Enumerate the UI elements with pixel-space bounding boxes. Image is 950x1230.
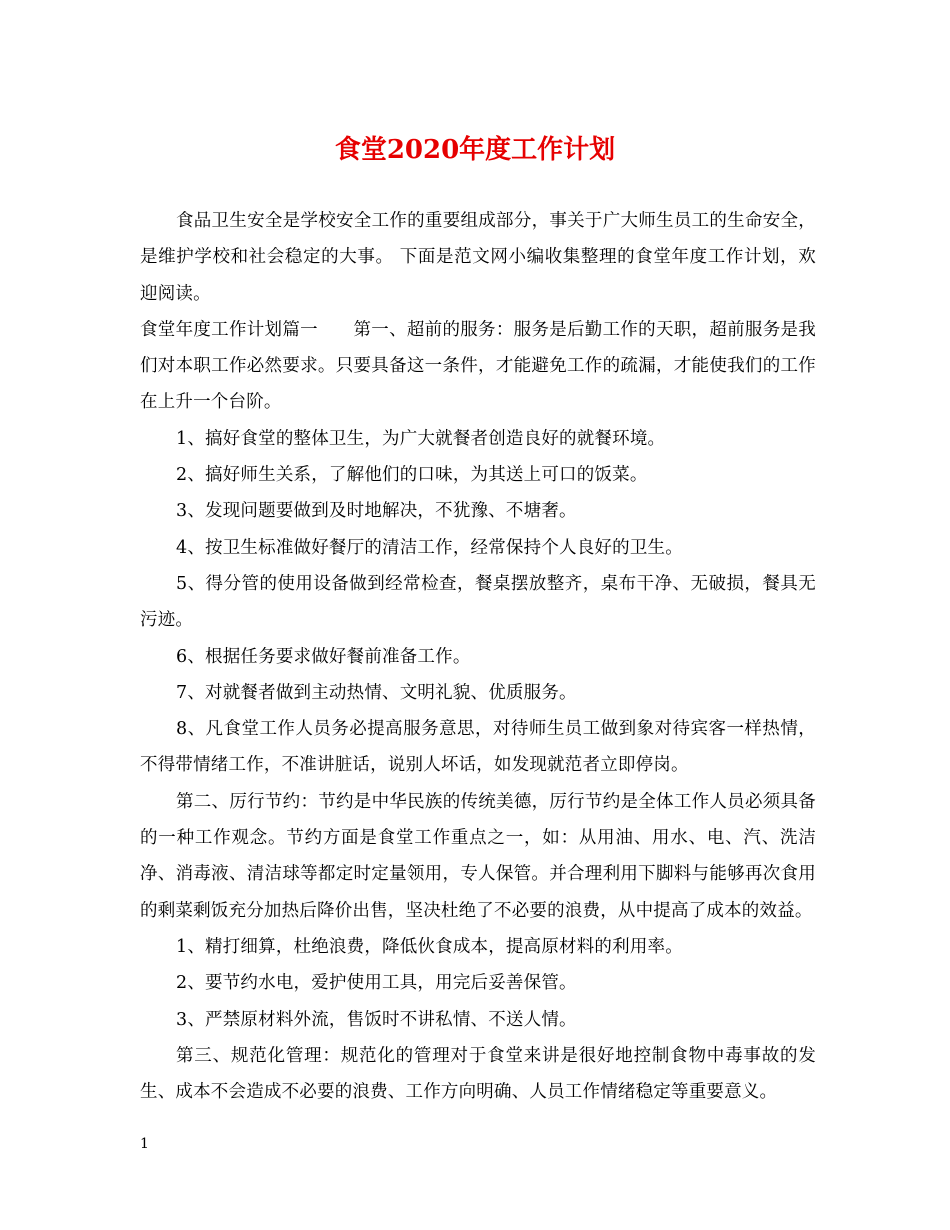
list-item: 1、搞好食堂的整体卫生，为广大就餐者创造良好的就餐环境。 [176,428,666,449]
list-item: 4、按卫生标准做好餐厅的清洁工作，经常保持个人良好的卫生。 [176,537,683,558]
document-body [140,203,816,1110]
paragraph: 食品卫生安全是学校安全工作的重要组成部分，事关于广大师生员工的生命安全，是维护学校和社会稳定的大事。 下面是范文网小编收集整理的食堂年度工作计划，欢迎阅读。 [140,211,816,304]
list-item: 8、凡食堂工作人员务必提高服务意思，对待师生员工做到象对待宾客一样热情，不得带情绪工作，不准讲脏话，说别人坏话，如发现就范者立即停岗。 [140,719,816,776]
page-number: 1 [140,1136,149,1152]
paragraph: 食堂年度工作计划篇一 第一、超前的服务：服务是后勤工作的天职，超前服务是我们对本职工作必然要求。只要具备这一条件，才能避免工作的疏漏，才能使我们的工作在上升一个台阶。 [140,319,816,413]
section-paragraph: 第二、厉行节约：节约是中华民族的传统美德，厉行节约是全体工作人员必须具备的一种工作观念。节约方面是食堂工作重点之一，如：从用油、用水、电、汽、洗洁净、消毒液、清洁球等都定时定量领用，专人保管。并合理利用下脚料与能够再次食用的剩菜剩饭充分加热后降价出售，坚决杜绝了不必要的浪费，从中提高了成本的效益。 [140,791,816,921]
list-item: 3、严禁原材料外流，售饭时不讲私情、不送人情。 [176,1009,577,1030]
list-item: 2、要节约水电，爱护使用工具，用完后妥善保管。 [176,973,577,994]
list-item: 2、搞好师生关系，了解他们的口味，为其送上可口的饭菜。 [176,465,648,486]
document-title: 食堂2020年度工作计划 [334,135,616,165]
list-item: 6、根据任务要求做好餐前准备工作。 [176,646,471,667]
list-item: 7、对就餐者做到主动热情、文明礼貌、优质服务。 [176,682,577,703]
list-item: 3、发现问题要做到及时地解决，不犹豫、不塘奢。 [176,501,577,522]
section-paragraph: 第三、规范化管理：规范化的管理对于食堂来讲是很好地控制食物中毒事故的发生、成本不会造成不必要的浪费、工作方向明确、人员工作情绪稳定等重要意义。 [140,1045,816,1103]
list-item: 1、精打细算，杜绝浪费，降低伙食成本，提高原材料的利用率。 [176,936,683,957]
list-item: 5、得分管的使用设备做到经常检查，餐桌摆放整齐，桌布干净、无破损，餐具无污迹。 [140,573,816,631]
